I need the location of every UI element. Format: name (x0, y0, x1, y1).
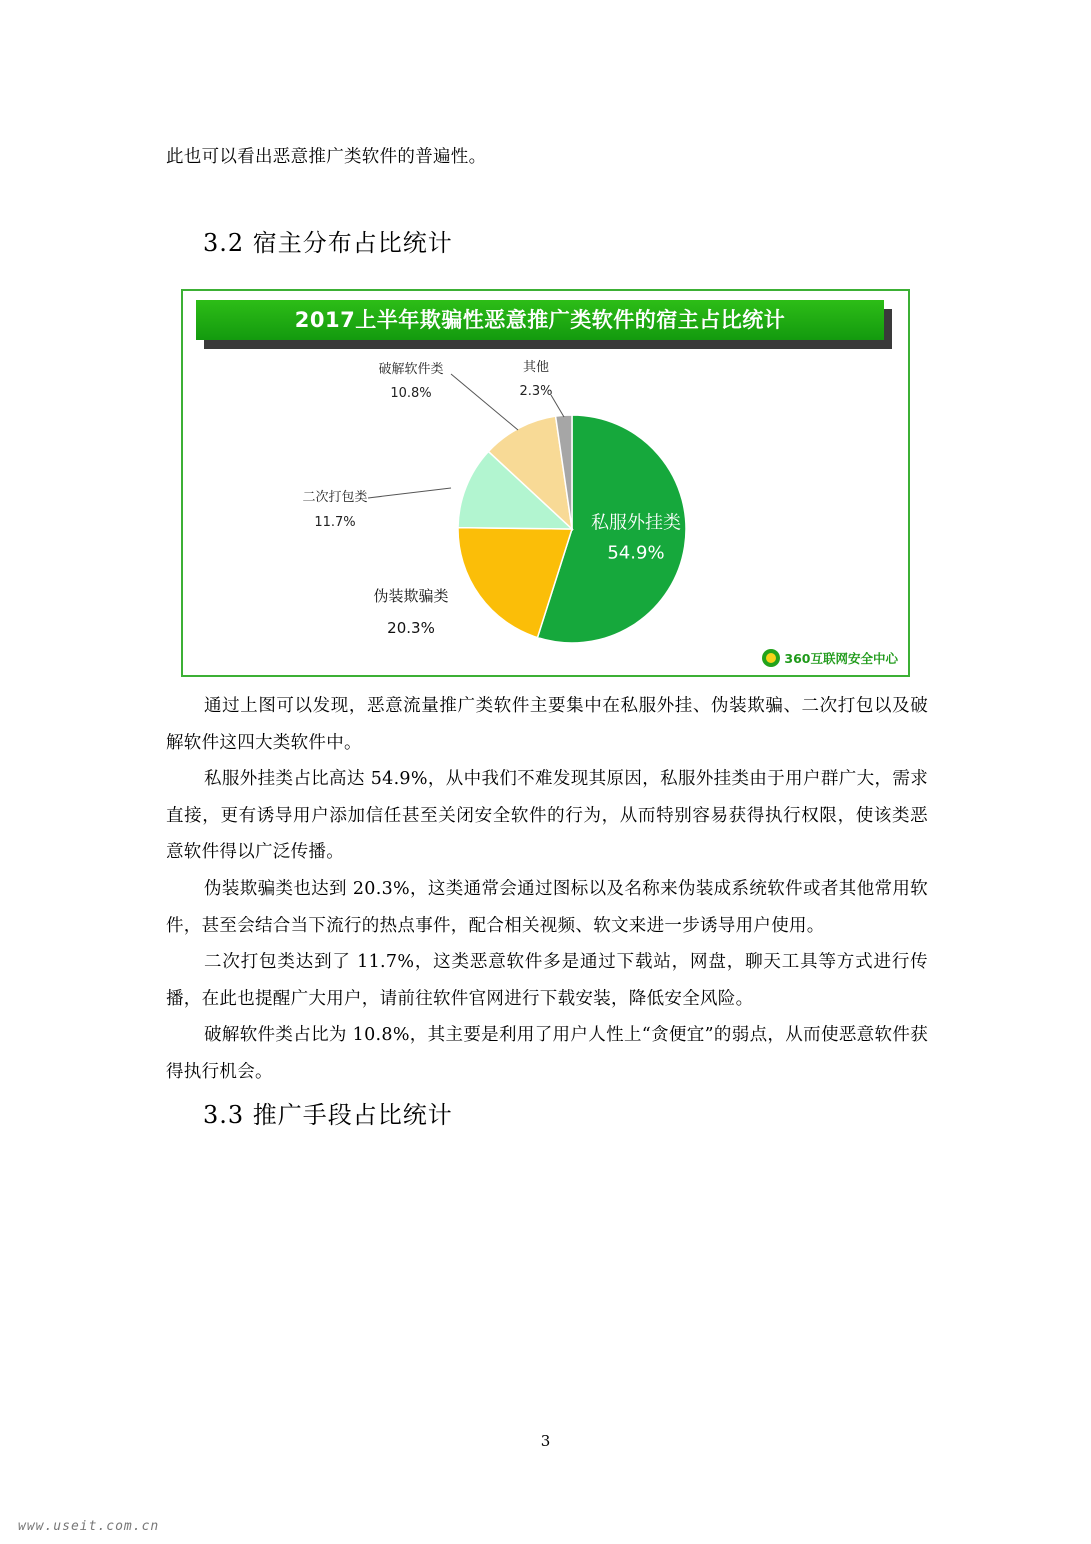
brand-logo-icon (762, 649, 780, 667)
brand-name: 360互联网安全中心 (784, 651, 898, 666)
leader-line-repackaged (368, 488, 451, 498)
slice-value-cracked-software: 10.8% (390, 386, 432, 401)
paragraph-3: 伪装欺骗类也达到 20.3%，这类通常会通过图标以及名称来伪装成系统软件或者其他常用软件，甚至会结合当下流行的热点事件，配合相关视频、软文来进一步诱导用户使用。 (166, 879, 928, 936)
pie-chart (183, 291, 908, 675)
slice-label-private-server-cheat: 私服外挂类 (590, 512, 681, 534)
slice-label-disguise-deception: 伪装欺骗类 (373, 587, 449, 605)
leader-line-other (551, 395, 564, 417)
paragraph-5: 破解软件类占比为 10.8%，其主要是利用了用户人性上“贪便宜”的弱点，从而使恶意软件获得执行机会。 (166, 1025, 928, 1082)
page-number: 3 (540, 1432, 551, 1450)
paragraph-1: 通过上图可以发现，恶意流量推广类软件主要集中在私服外挂、伪装欺骗、二次打包以及破解软件这四大类软件中。 (166, 696, 928, 753)
intro-line: 此也可以看出恶意推广类软件的普遍性。 (166, 147, 487, 167)
chart-title-banner: 2017上半年欺骗性恶意推广类软件的宿主占比统计 (196, 300, 884, 340)
slice-value-private-server-cheat: 54.9% (607, 542, 665, 564)
brand-logo (762, 649, 898, 667)
section-heading-3-3: 3.3 推广手段占比统计 (203, 1101, 453, 1129)
slice-value-disguise-deception: 20.3% (387, 619, 435, 637)
slice-value-other: 2.3% (519, 384, 553, 399)
slice-label-repackaged: 二次打包类 (302, 490, 368, 505)
watermark: www.useit.com.cn (18, 1519, 160, 1534)
leader-line-cracked-software (451, 374, 518, 430)
slice-label-cracked-software: 破解软件类 (378, 362, 444, 377)
pie-chart-figure (181, 289, 910, 677)
paragraph-2: 私服外挂类占比高达 54.9%，从中我们不难发现其原因，私服外挂类由于用户群广大，需求直接，更有诱导用户添加信任甚至关闭安全软件的行为，从而特别容易获得执行权限，使该类恶意软件得以广泛传播。 (166, 769, 928, 862)
section-heading-3-2: 3.2 宿主分布占比统计 (203, 229, 453, 257)
slice-value-repackaged: 11.7% (314, 515, 356, 530)
paragraph-4: 二次打包类达到了 11.7%，这类恶意软件多是通过下载站，网盘，聊天工具等方式进行传播，在此也提醒广大用户，请前往软件官网进行下载安装，降低安全风险。 (166, 952, 928, 1009)
slice-label-other: 其他 (522, 360, 550, 375)
